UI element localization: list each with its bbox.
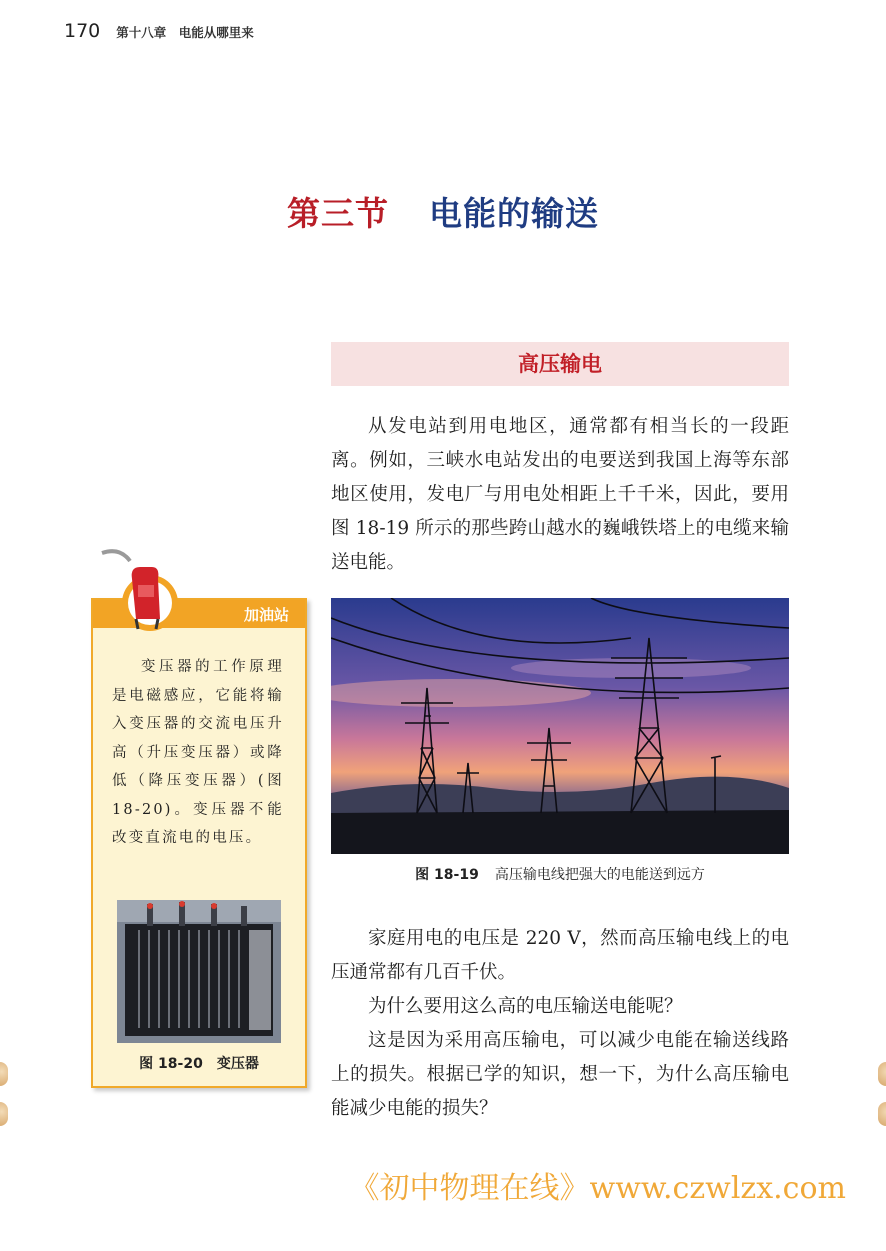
section-heading [0,188,886,235]
paragraph-3: 为什么要用这么高的电压输送电能呢？ [368,996,683,1017]
chapter-title: 第十八章 电能从哪里来 [116,25,254,40]
page-edge-tab [0,1102,8,1126]
transformer-photo [117,900,281,1043]
page-edge-tab [878,1062,886,1086]
power-tower-photo [331,598,789,854]
body-paragraph-block [331,922,789,1126]
sidebar-figure-caption: 变压器 [216,1056,259,1072]
page-number: 170 [64,20,101,42]
page-edge-tab [0,1062,8,1086]
subsection-banner [331,342,789,386]
section-title: 电能的输送 [429,194,599,233]
figure-18-20-caption [91,1053,307,1073]
sidebar-figure-label: 图 18-20 [139,1056,203,1072]
subsection-title: 高压输电 [518,352,602,376]
fuel-nozzle-icon [96,545,186,635]
paragraph-4: 这是因为采用高压输电，可以减少电能在输送线路上的损失。根据已学的知识，想一下，为什么高压输电能减少电能的损失？ [331,1030,789,1119]
section-number: 第三节 [287,194,389,233]
figure-label: 图 18-19 [415,867,479,883]
sidebar-paragraph: 变压器的工作原理是电磁感应，它能将输入变压器的交流电压升高（升压变压器）或降低（降压变压器）(图 18-20)。变压器不能改变直流电的电压。 [112,659,284,846]
page-edge-tab [878,1102,886,1126]
sidebar-text-block [112,653,284,853]
paragraph-1: 从发电站到用电地区，通常都有相当长的一段距离。例如，三峡水电站发出的电要送到我国上海等东部地区使用，发电厂与用电处相距上千千米，因此，要用图 18-19 所示的那些跨山越水的巍峨铁塔上的电缆来输送电能。 [331,416,789,573]
intro-paragraph-block [331,410,789,580]
sidebar-title: 加油站 [243,606,289,624]
figure-caption-text: 高压输电线把强大的电能送到远方 [494,867,705,883]
page-header [64,20,254,44]
paragraph-2: 家庭用电的电压是 220 V，然而高压输电线上的电压通常都有几百千伏。 [331,928,789,983]
figure-18-19-caption [331,864,789,884]
watermark: 《初中物理在线》www.czwlzx.com [349,1171,846,1206]
